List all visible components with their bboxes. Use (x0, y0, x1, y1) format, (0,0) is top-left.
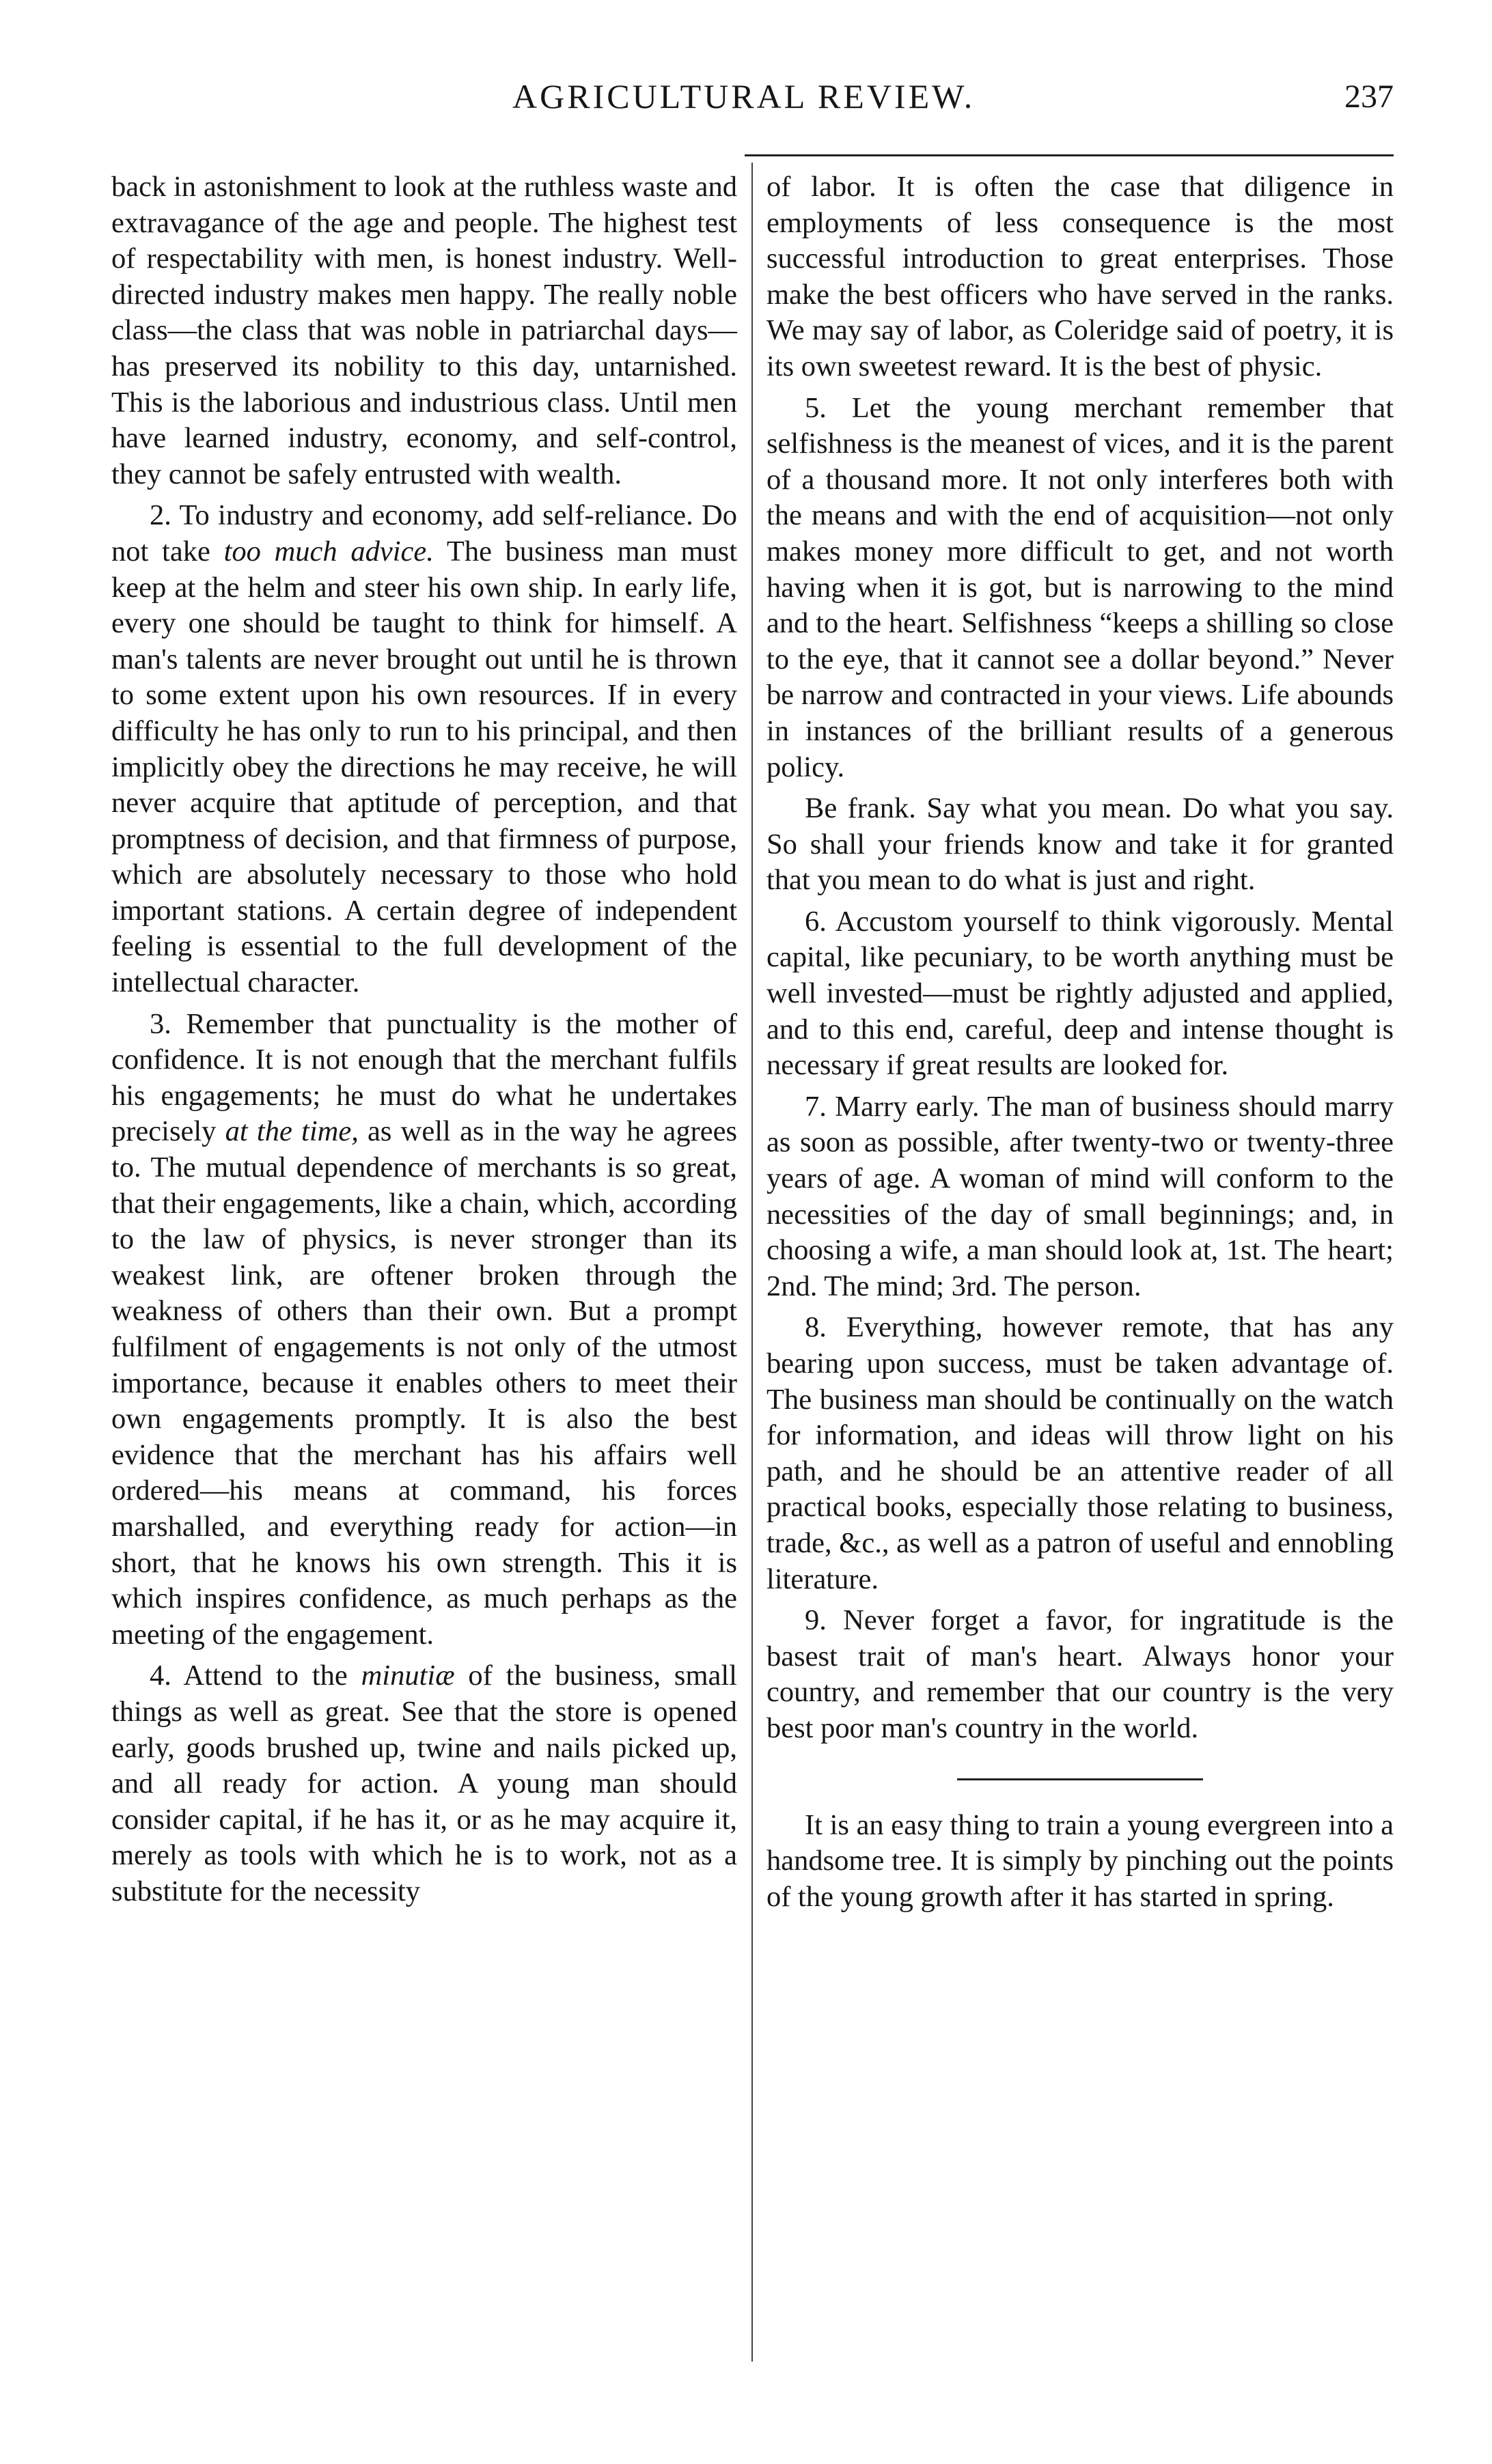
section-divider (957, 1778, 1203, 1780)
paragraph-text: 2. To industry and economy, add self-reliance. Do not take (111, 499, 737, 568)
paragraph-text: 3. Remember that punctuality is the mother of confidence. It is not enough that the merchant fulfils his engagements; he must do what he undertakes precisely (111, 1007, 737, 1148)
running-title: AGRICULTURAL REVIEW. (512, 77, 976, 115)
paragraph-text: 4. Attend to the (150, 1660, 361, 1692)
emphasis-text: too much advice. (223, 535, 434, 568)
paragraph-text: of the business, small things as well as great. See that the store is opened early, goods brushed up, twine and nails picked up, and all ready for action. A young man should consider capital, if he has it, or as he may acquire it, merely as tools with which he is to work, not as a substitute for the necessity (111, 1660, 737, 1907)
paragraph-text: as well as in the way he agrees to. The mutual dependence of merchants is so great, that their engagements, like a chain, which, according to the law of physics, is never stronger than its weakest link, are oftener broken through the weakness of others than their own. But a prompt fulfilment of engagements is not only of the utmost importance, because it enables others to meet their own engagements promptly. It is also the best evidence that the merchant has his affairs well ordered—his means at command, his forces marshalled, and everything ready for action—in short, that he knows his own strength. This it is which inspires confidence, as much perhaps as the meeting of the engagement. (111, 1115, 737, 1651)
header-rule (745, 154, 1394, 156)
paragraph-self-reliance (111, 498, 737, 1000)
paragraph-everything: 8. Everything, however remote, that has any bearing upon success, must be taken advantage of. The business man should be continually on the watch for information, and ideas will throw light on his path, and he should be an attentive reader of all practical books, especially those relating to business, trade, &c., as well as a patron of useful and ennobling literature. (766, 1311, 1394, 1595)
paragraph-marry-early: 7. Marry early. The man of business should marry as soon as possible, after twenty-two or twenty-three years of age. A woman of mind will conform to the necessities of the day of small beginnings; and, in choosing a wife, a man should look at, 1st. The heart; 2nd. The mind; 3rd. The person. (766, 1090, 1394, 1302)
paragraph-selfishness: 5. Let the young merchant remember that selfishness is the meanest of vices, and it is the parent of a thousand more. It not only interferes both with the means and with the end of acquisition—not only makes money more difficult to get, and not worth having when it is got, but is narrowing to the mind and to the heart. Selfishness “keeps a shilling so close to the eye, that it cannot see a dollar beyond.” Never be narrow and contracted in your views. Life abounds in instances of the brilliant results of a generous policy. (766, 391, 1394, 783)
paragraph-continued: of labor. It is often the case that diligence in employments of less consequence is the most successful introduction to great enterprises. Those make the best officers who have served in the ranks. We may say of labor, as Coleridge said of poetry, it is its own sweetest reward. It is the best of physic. (766, 171, 1394, 382)
paragraph-continued: back in astonishment to look at the ruthless waste and extravagance of the age and people. The highest test of respectability with men, is honest industry. Well-directed industry makes men happy. The really noble class—the class that was noble in patriarchal days—has preserved its nobility to this day, untarnished. This is the laborious and industrious class. Until men have learned industry, economy, and self-control, they cannot be safely entrusted with wealth. (111, 171, 737, 490)
paragraph-punctuality (111, 1007, 737, 1653)
paragraph-think-vigorously: 6. Accustom yourself to think vigorously. Mental capital, like pecuniary, to be worth anything must be well invested—must be rightly adjusted and applied, and to this end, careful, deep and intense thought is necessary if great results are looked for. (766, 905, 1394, 1082)
paragraph-text: The business man must keep at the helm and steer his own ship. In early life, every one should be taught to think for himself. A man's talents are never brought out until he is thrown to some extent upon his own resources. If in every difficulty he has only to run to his principal, and then implicitly obey the directions he may receive, he will never acquire that aptitude of perception, and that promptness of decision, and that firmness of purpose, which are absolutely necessary to those who hold important stations. A certain degree of independent feeling is essential to the full development of the intellectual character. (111, 535, 738, 999)
paragraph-be-frank: Be frank. Say what you mean. Do what you say. So shall your friends know and take it for granted that you mean to do what is just and right. (766, 792, 1394, 897)
paragraph-evergreen: It is an easy thing to train a young evergreen into a handsome tree. It is simply by pinching out the points of the young growth after it has started in spring. (766, 1808, 1394, 1913)
emphasis-text: minutiæ (361, 1660, 455, 1692)
paragraph-minutiae (111, 1658, 737, 1909)
emphasis-text: at the time, (225, 1115, 359, 1148)
page-number: 237 (1344, 79, 1394, 115)
paragraph-never-forget: 9. Never forget a favor, for ingratitude is the basest trait of man's heart. Always honor your country, and remember that our country is the very best poor man's country in the world. (766, 1604, 1394, 1744)
right-column (766, 169, 1394, 1920)
column-divider (751, 163, 753, 2362)
page-header (109, 76, 1394, 131)
left-column (111, 169, 737, 1916)
